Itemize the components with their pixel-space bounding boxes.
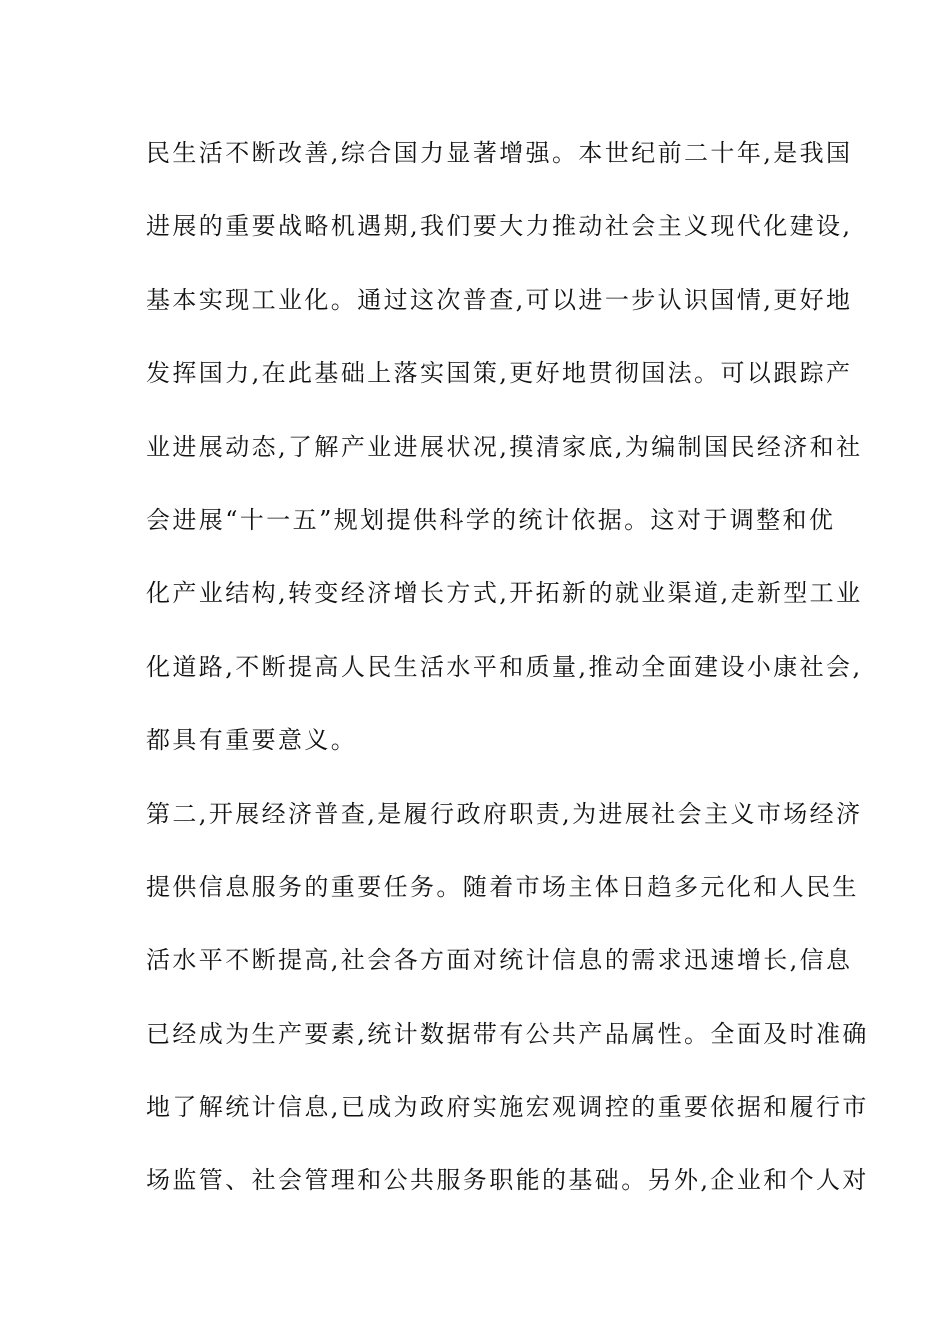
text-line: 已经成为生产要素,统计数据带有公共产品属性。全面及时准确: [146, 1019, 869, 1048]
text-line: 发挥国力,在此基础上落实国策,更好地贯彻国法。可以跟踪产: [146, 359, 853, 388]
text-line: 场监管、社会管理和公共服务职能的基础。另外,企业和个人对: [146, 1166, 869, 1195]
text-line: 第二,开展经济普查,是履行政府职责,为进展社会主义市场经济: [146, 799, 863, 828]
text-line: 地了解统计信息,已成为政府实施宏观调控的重要依据和履行市: [146, 1093, 869, 1122]
text-line: 化道路,不断提高人民生活水平和质量,推动全面建设小康社会,: [146, 652, 863, 681]
text-line: 化产业结构,转变经济增长方式,开拓新的就业渠道,走新型工业: [146, 579, 863, 608]
text-line: 基本实现工业化。通过这次普查,可以进一步认识国情,更好地: [146, 285, 853, 314]
text-line: 都具有重要意义。: [146, 726, 358, 755]
body-text: [146, 128, 869, 1229]
text-line: 民生活不断改善,综合国力显著增强。本世纪前二十年,是我国: [146, 139, 853, 167]
text-line: 进展的重要战略机遇期,我们要大力推动社会主义现代化建设,: [146, 212, 853, 241]
text-line: 业进展动态,了解产业进展状况,摸清家底,为编制国民经济和社: [146, 432, 863, 461]
text-line: 活水平不断提高,社会各方面对统计信息的需求迅速增长,信息: [146, 946, 853, 975]
text-line: 会进展“十一五”规划提供科学的统计依据。这对于调整和优: [146, 505, 836, 534]
text-line: 提供信息服务的重要任务。随着市场主体日趋多元化和人民生: [146, 872, 859, 901]
